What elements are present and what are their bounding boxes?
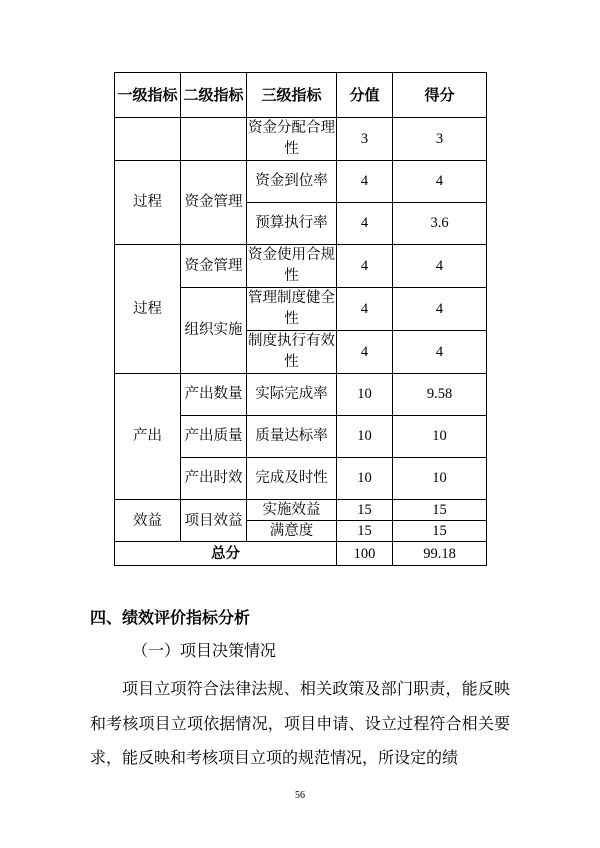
total-score: 100 [337,542,393,566]
level2-cell: 资金管理 [181,245,247,288]
obtained-cell: 3.6 [393,203,487,245]
total-obtained: 99.18 [393,542,487,566]
level3-cell: 制度执行有效性 [247,331,337,374]
level1-cell: 过程 [115,245,181,374]
score-cell: 10 [337,458,393,500]
level2-cell: 产出数量 [181,374,247,416]
header-obtained: 得分 [393,73,487,118]
level1-cell [115,118,181,161]
level2-cell: 产出时效 [181,458,247,500]
obtained-cell: 15 [393,500,487,521]
level3-cell: 实际完成率 [247,374,337,416]
obtained-cell: 15 [393,521,487,542]
level1-cell: 效益 [115,500,181,542]
table-row [115,374,487,416]
level2-cell: 资金管理 [181,161,247,245]
level2-cell: 项目效益 [181,500,247,542]
page-number: 56 [295,790,305,801]
obtained-cell: 4 [393,331,487,374]
level2-cell: 产出质量 [181,416,247,458]
obtained-cell: 4 [393,288,487,331]
obtained-cell: 4 [393,161,487,203]
level3-cell: 资金分配合理性 [247,118,337,161]
score-cell: 3 [337,118,393,161]
header-level2: 二级指标 [181,73,247,118]
score-cell: 10 [337,416,393,458]
table-header-row [115,73,487,118]
body-paragraph: 项目立项符合法律法规、相关政策及部门职责，能反映和考核项目立项依据情况，项目申请、设立过程符合相关要求，能反映和考核项目立项的规范情况，所设定的绩 [90,679,510,767]
score-cell: 15 [337,500,393,521]
total-label: 总分 [115,542,337,566]
obtained-cell: 10 [393,458,487,500]
level3-cell: 管理制度健全性 [247,288,337,331]
level2-cell [181,118,247,161]
total-row [115,542,487,566]
obtained-cell: 3 [393,118,487,161]
level3-cell: 预算执行率 [247,203,337,245]
table-row [115,245,487,288]
table-row [115,161,487,203]
score-cell: 10 [337,374,393,416]
performance-indicator-table [114,72,487,566]
score-cell: 15 [337,521,393,542]
header-level3: 三级指标 [247,73,337,118]
level3-cell: 实施效益 [247,500,337,521]
table-row [115,500,487,521]
score-cell: 4 [337,203,393,245]
score-cell: 4 [337,288,393,331]
score-cell: 4 [337,331,393,374]
header-score: 分值 [337,73,393,118]
score-cell: 4 [337,161,393,203]
score-cell: 4 [337,245,393,288]
level3-cell: 资金使用合规性 [247,245,337,288]
level3-cell: 满意度 [247,521,337,542]
obtained-cell: 9.58 [393,374,487,416]
level3-cell: 完成及时性 [247,458,337,500]
table-row [115,118,487,161]
level2-cell: 组织实施 [181,288,247,374]
level3-cell: 资金到位率 [247,161,337,203]
section-heading: 四、绩效评价指标分析 [90,608,251,627]
level1-cell: 产出 [115,374,181,500]
subsection-heading: （一）项目决策情况 [132,641,277,660]
level1-cell: 过程 [115,161,181,245]
obtained-cell: 4 [393,245,487,288]
header-level1: 一级指标 [115,73,181,118]
level3-cell: 质量达标率 [247,416,337,458]
obtained-cell: 10 [393,416,487,458]
